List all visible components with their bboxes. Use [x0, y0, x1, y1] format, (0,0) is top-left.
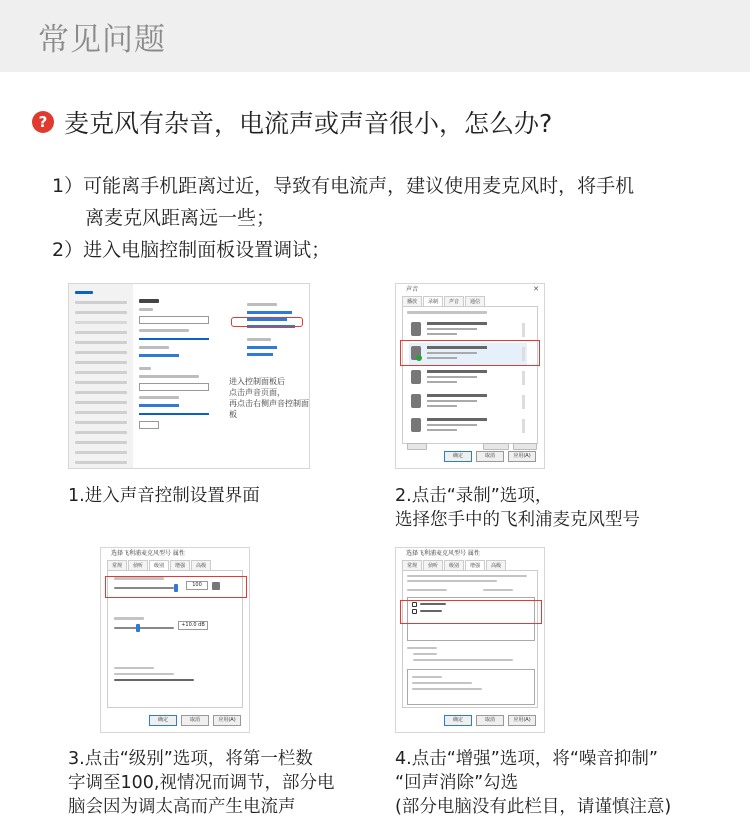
apply-button[interactable]: 应用(A) — [213, 715, 241, 726]
screenshot-levels-tab — [100, 547, 250, 733]
device-item[interactable] — [409, 415, 527, 437]
tab-recording[interactable]: 录制 — [423, 296, 443, 306]
description-box — [407, 669, 535, 705]
dialog-tabs — [107, 560, 212, 570]
tab-enhancements[interactable]: 增强 — [170, 560, 190, 570]
settings-related-links — [247, 298, 307, 360]
caption-3: 3.点击“级别”选项，将第一栏数 字调至100,视情况而调节，部分电 脑会因为调太高而产生电流声 — [68, 749, 335, 817]
tab-general[interactable]: 常规 — [402, 560, 422, 570]
screenshot-enhancements-tab — [395, 547, 545, 733]
tab-communications[interactable]: 通信 — [465, 296, 485, 306]
cancel-button[interactable]: 取消 — [181, 715, 209, 726]
screenshot-sound-settings — [68, 283, 310, 469]
boost-value-field[interactable]: +10.0 dB — [178, 621, 208, 630]
tab-general[interactable]: 常规 — [107, 560, 127, 570]
dialog-footer — [440, 451, 536, 462]
tab-levels[interactable]: 级别 — [444, 560, 464, 570]
dialog-title: 选择飞利浦麦克风型号 属性 — [111, 550, 185, 557]
apply-button[interactable]: 应用(A) — [508, 451, 536, 462]
tab-advanced[interactable]: 高级 — [486, 560, 506, 570]
device-list — [402, 306, 538, 444]
step-1-line-2: 离麦克风距离远一些； — [85, 207, 276, 229]
caption-4: 4.点击“增强”选项，将“噪音抑制” “回声消除”勾选 (部分电脑没有此栏目，请谨慎注意) — [395, 749, 672, 817]
tab-playback[interactable]: 播放 — [402, 296, 422, 306]
enhancements-panel — [402, 570, 538, 708]
ok-button[interactable]: 确定 — [444, 715, 472, 726]
settings-sidebar — [69, 284, 133, 468]
ok-button[interactable]: 确定 — [149, 715, 177, 726]
level-slider-highlight — [105, 576, 247, 598]
step-1-line-1: 1）可能离手机距离过近，导致有电流声，建议使用麦克风时，将手机 — [52, 175, 635, 197]
tab-enhancements[interactable]: 增强 — [465, 560, 485, 570]
dialog-title: 选择飞利浦麦克风型号 属性 — [406, 550, 480, 557]
question-row — [32, 104, 552, 140]
tab-listen[interactable]: 侦听 — [128, 560, 148, 570]
screenshot-recording-tab — [395, 283, 545, 469]
header-banner — [0, 0, 750, 72]
selected-mic-highlight — [400, 340, 540, 366]
ok-button[interactable]: 确定 — [444, 451, 472, 462]
apply-button[interactable]: 应用(A) — [508, 715, 536, 726]
dialog-tabs — [402, 560, 507, 570]
dialog-footer — [440, 715, 536, 726]
tab-levels[interactable]: 级别 — [149, 560, 169, 570]
device-item[interactable] — [409, 391, 527, 413]
device-item[interactable] — [409, 367, 527, 389]
level-value-field[interactable]: 100 — [186, 581, 208, 590]
tab-advanced[interactable]: 高级 — [191, 560, 211, 570]
question-icon: ? — [32, 111, 54, 133]
dialog-tabs — [402, 296, 486, 306]
tab-listen[interactable]: 侦听 — [423, 560, 443, 570]
tab-sounds[interactable]: 声音 — [444, 296, 464, 306]
sound-control-panel-highlight — [231, 317, 303, 327]
steps-list — [52, 170, 712, 266]
page-title: 常见问题 — [38, 22, 166, 58]
step-2: 2）进入电脑控制面板设置调试； — [52, 239, 331, 261]
cancel-button[interactable]: 取消 — [476, 451, 504, 462]
enhancement-checkbox-highlight — [400, 600, 542, 624]
cancel-button[interactable]: 取消 — [476, 715, 504, 726]
question-text: 麦克风有杂音，电流声或声音很小，怎么办? — [64, 109, 553, 138]
device-item[interactable] — [409, 319, 527, 341]
caption-1: 1.进入声音控制设置界面 — [68, 486, 260, 506]
settings-note: 进入控制面板后 点击声音页面， 再点击右侧声音控制面板 — [229, 377, 309, 419]
dialog-footer — [145, 715, 241, 726]
dialog-title: 声音 — [406, 286, 419, 293]
close-icon: ✕ — [533, 285, 539, 293]
caption-2: 2.点击“录制”选项， 选择您手中的飞利浦麦克风型号 — [395, 486, 640, 530]
